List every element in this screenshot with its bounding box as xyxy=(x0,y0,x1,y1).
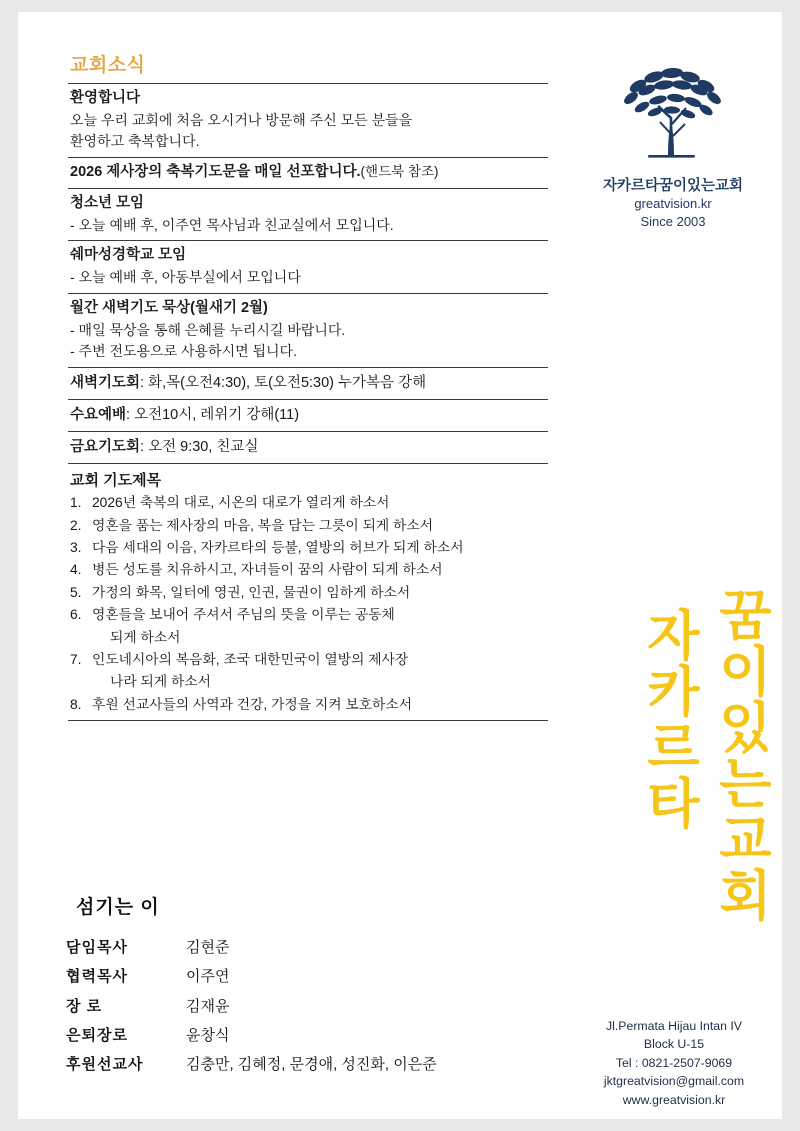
service-label: 금요기도회 xyxy=(70,439,141,456)
vertical-church-title xyxy=(574,577,774,1007)
serving-name: 이주연 xyxy=(186,968,230,986)
service-value: : 오전 9:30, 친교실 xyxy=(140,439,259,456)
prayer-text: 후원 선교사들의 사역과 건강, 가정을 지켜 보호하소서 xyxy=(92,696,413,712)
news-heading: 환영합니다 xyxy=(70,90,141,106)
news-block-blessing xyxy=(68,158,548,188)
serving-row xyxy=(66,1050,536,1079)
serving-role: 협력목사 xyxy=(66,968,128,986)
serving-row xyxy=(66,992,536,1021)
list-item xyxy=(70,537,546,559)
list-item xyxy=(70,694,546,716)
church-website: greatvision.kr xyxy=(634,196,712,211)
list-item xyxy=(70,559,546,581)
news-line: - 오늘 예배 후, 아동부실에서 모입니다 xyxy=(70,269,301,286)
news-line: - 오늘 예배 후, 이주연 목사님과 친교실에서 모입니다. xyxy=(70,216,394,233)
address-website: www.greatvision.kr xyxy=(622,1092,726,1107)
serving-row xyxy=(66,933,536,962)
news-column xyxy=(68,50,548,721)
serving-row xyxy=(66,962,536,991)
prayer-list xyxy=(68,492,548,719)
prayer-text: 2026년 축복의 대로, 시온의 대로가 열리게 하소서 xyxy=(92,495,390,511)
serving-name: 윤창식 xyxy=(186,1026,230,1044)
service-row xyxy=(70,436,546,459)
church-logo-block xyxy=(578,60,768,230)
news-heading-text: 2026 제사장의 축복기도문을 매일 선포합니다. xyxy=(70,164,361,181)
serving-role: 장 로 xyxy=(66,997,103,1015)
tree-logo-icon xyxy=(598,60,748,165)
list-item xyxy=(70,604,546,649)
prayer-number: 2. xyxy=(70,517,82,533)
service-label: 수요예배 xyxy=(70,407,127,424)
serving-people-section xyxy=(66,892,536,1079)
news-line: 오늘 우리 교회에 처음 오시거나 방문해 주신 모든 분들을 xyxy=(70,111,413,128)
vertical-title-right: 꿈이있는교회 xyxy=(711,587,771,923)
news-heading: 쉐마성경학교 모임 xyxy=(70,247,187,264)
vertical-title-left: 자카르타 xyxy=(639,607,699,831)
serving-title: 섬기는 이 xyxy=(76,897,160,918)
service-label: 새벽기도회 xyxy=(70,374,141,391)
prayer-number: 6. xyxy=(70,607,82,623)
news-line: - 주변 전도용으로 사용하시면 됩니다. xyxy=(70,343,297,360)
page-title: 교회소식 xyxy=(70,55,146,76)
service-dawn-prayer xyxy=(68,368,548,399)
news-line: 환영하고 축복합니다. xyxy=(70,133,200,150)
list-item xyxy=(70,582,546,604)
serving-name: 김재윤 xyxy=(186,997,230,1015)
news-block-welcome xyxy=(68,84,548,157)
church-address xyxy=(574,1017,774,1109)
news-heading xyxy=(70,162,546,184)
prayer-number: 7. xyxy=(70,651,82,667)
serving-role: 후원선교사 xyxy=(66,1056,144,1073)
news-block-shema xyxy=(68,241,548,292)
prayer-text: 인도네시아의 복음화, 조국 대한민국이 열방의 제사장 xyxy=(92,651,409,667)
list-item xyxy=(70,515,546,537)
serving-name: 김현준 xyxy=(186,939,230,956)
prayer-text: 가정의 화목, 일터에 영권, 인권, 물권이 임하게 하소서 xyxy=(92,584,411,600)
news-heading-suffix: (핸드북 참조) xyxy=(360,164,439,180)
prayer-text: 병든 성도를 치유하시고, 자녀들이 꿈의 사람이 되게 하소서 xyxy=(92,562,443,578)
service-value: : 화,목(오전4:30), 토(오전5:30) 누가복음 강해 xyxy=(140,374,427,391)
service-row xyxy=(70,372,546,395)
bulletin-page xyxy=(18,12,782,1119)
list-item xyxy=(70,492,546,514)
church-since: Since 2003 xyxy=(640,213,706,229)
serving-role: 은퇴장로 xyxy=(66,1026,128,1044)
service-friday xyxy=(68,432,548,463)
prayer-text: 다음 세대의 이음, 자카르타의 등불, 열방의 허브가 되게 하소서 xyxy=(92,540,464,556)
prayer-number: 8. xyxy=(70,696,82,712)
address-line: Block U-15 xyxy=(643,1037,705,1052)
service-row xyxy=(70,404,546,427)
prayer-number: 5. xyxy=(70,584,82,600)
address-phone: Tel : 0821-2507-9069 xyxy=(615,1055,733,1070)
news-block-youth xyxy=(68,189,548,240)
list-item xyxy=(70,649,546,694)
serving-row xyxy=(66,1021,536,1050)
divider xyxy=(68,720,548,721)
prayer-number: 3. xyxy=(70,540,82,556)
news-line: - 매일 묵상을 통해 은혜를 누리시길 바랍니다. xyxy=(70,321,346,338)
prayer-number: 4. xyxy=(70,562,82,578)
serving-name: 김충만, 김혜정, 문경애, 성진화, 이은준 xyxy=(186,1056,437,1073)
news-block-meditation xyxy=(68,294,548,367)
address-email: jktgreatvision@gmail.com xyxy=(603,1074,745,1089)
prayer-number: 1. xyxy=(70,495,82,511)
church-name: 자카르타꿈이있는교회 xyxy=(602,178,744,194)
prayer-text: 영혼들을 보내어 주셔서 주님의 뜻을 이루는 공동체 xyxy=(92,607,395,623)
prayer-title: 교회 기도제목 xyxy=(70,472,162,490)
news-heading: 청소년 모임 xyxy=(70,194,145,211)
prayer-text-continued: 나라 되게 하소서 xyxy=(110,674,211,690)
service-wednesday xyxy=(68,400,548,431)
service-value: : 오전10시, 레위기 강해(11) xyxy=(126,407,300,424)
serving-role: 담임목사 xyxy=(66,939,128,956)
news-heading: 월간 새벽기도 묵상(월새기 2월) xyxy=(70,299,268,316)
prayer-text: 영혼을 품는 제사장의 마음, 복을 담는 그릇이 되게 하소서 xyxy=(92,517,434,533)
prayer-text-continued: 되게 하소서 xyxy=(110,629,181,645)
address-line: Jl.Permata Hijau Intan IV xyxy=(605,1019,742,1033)
